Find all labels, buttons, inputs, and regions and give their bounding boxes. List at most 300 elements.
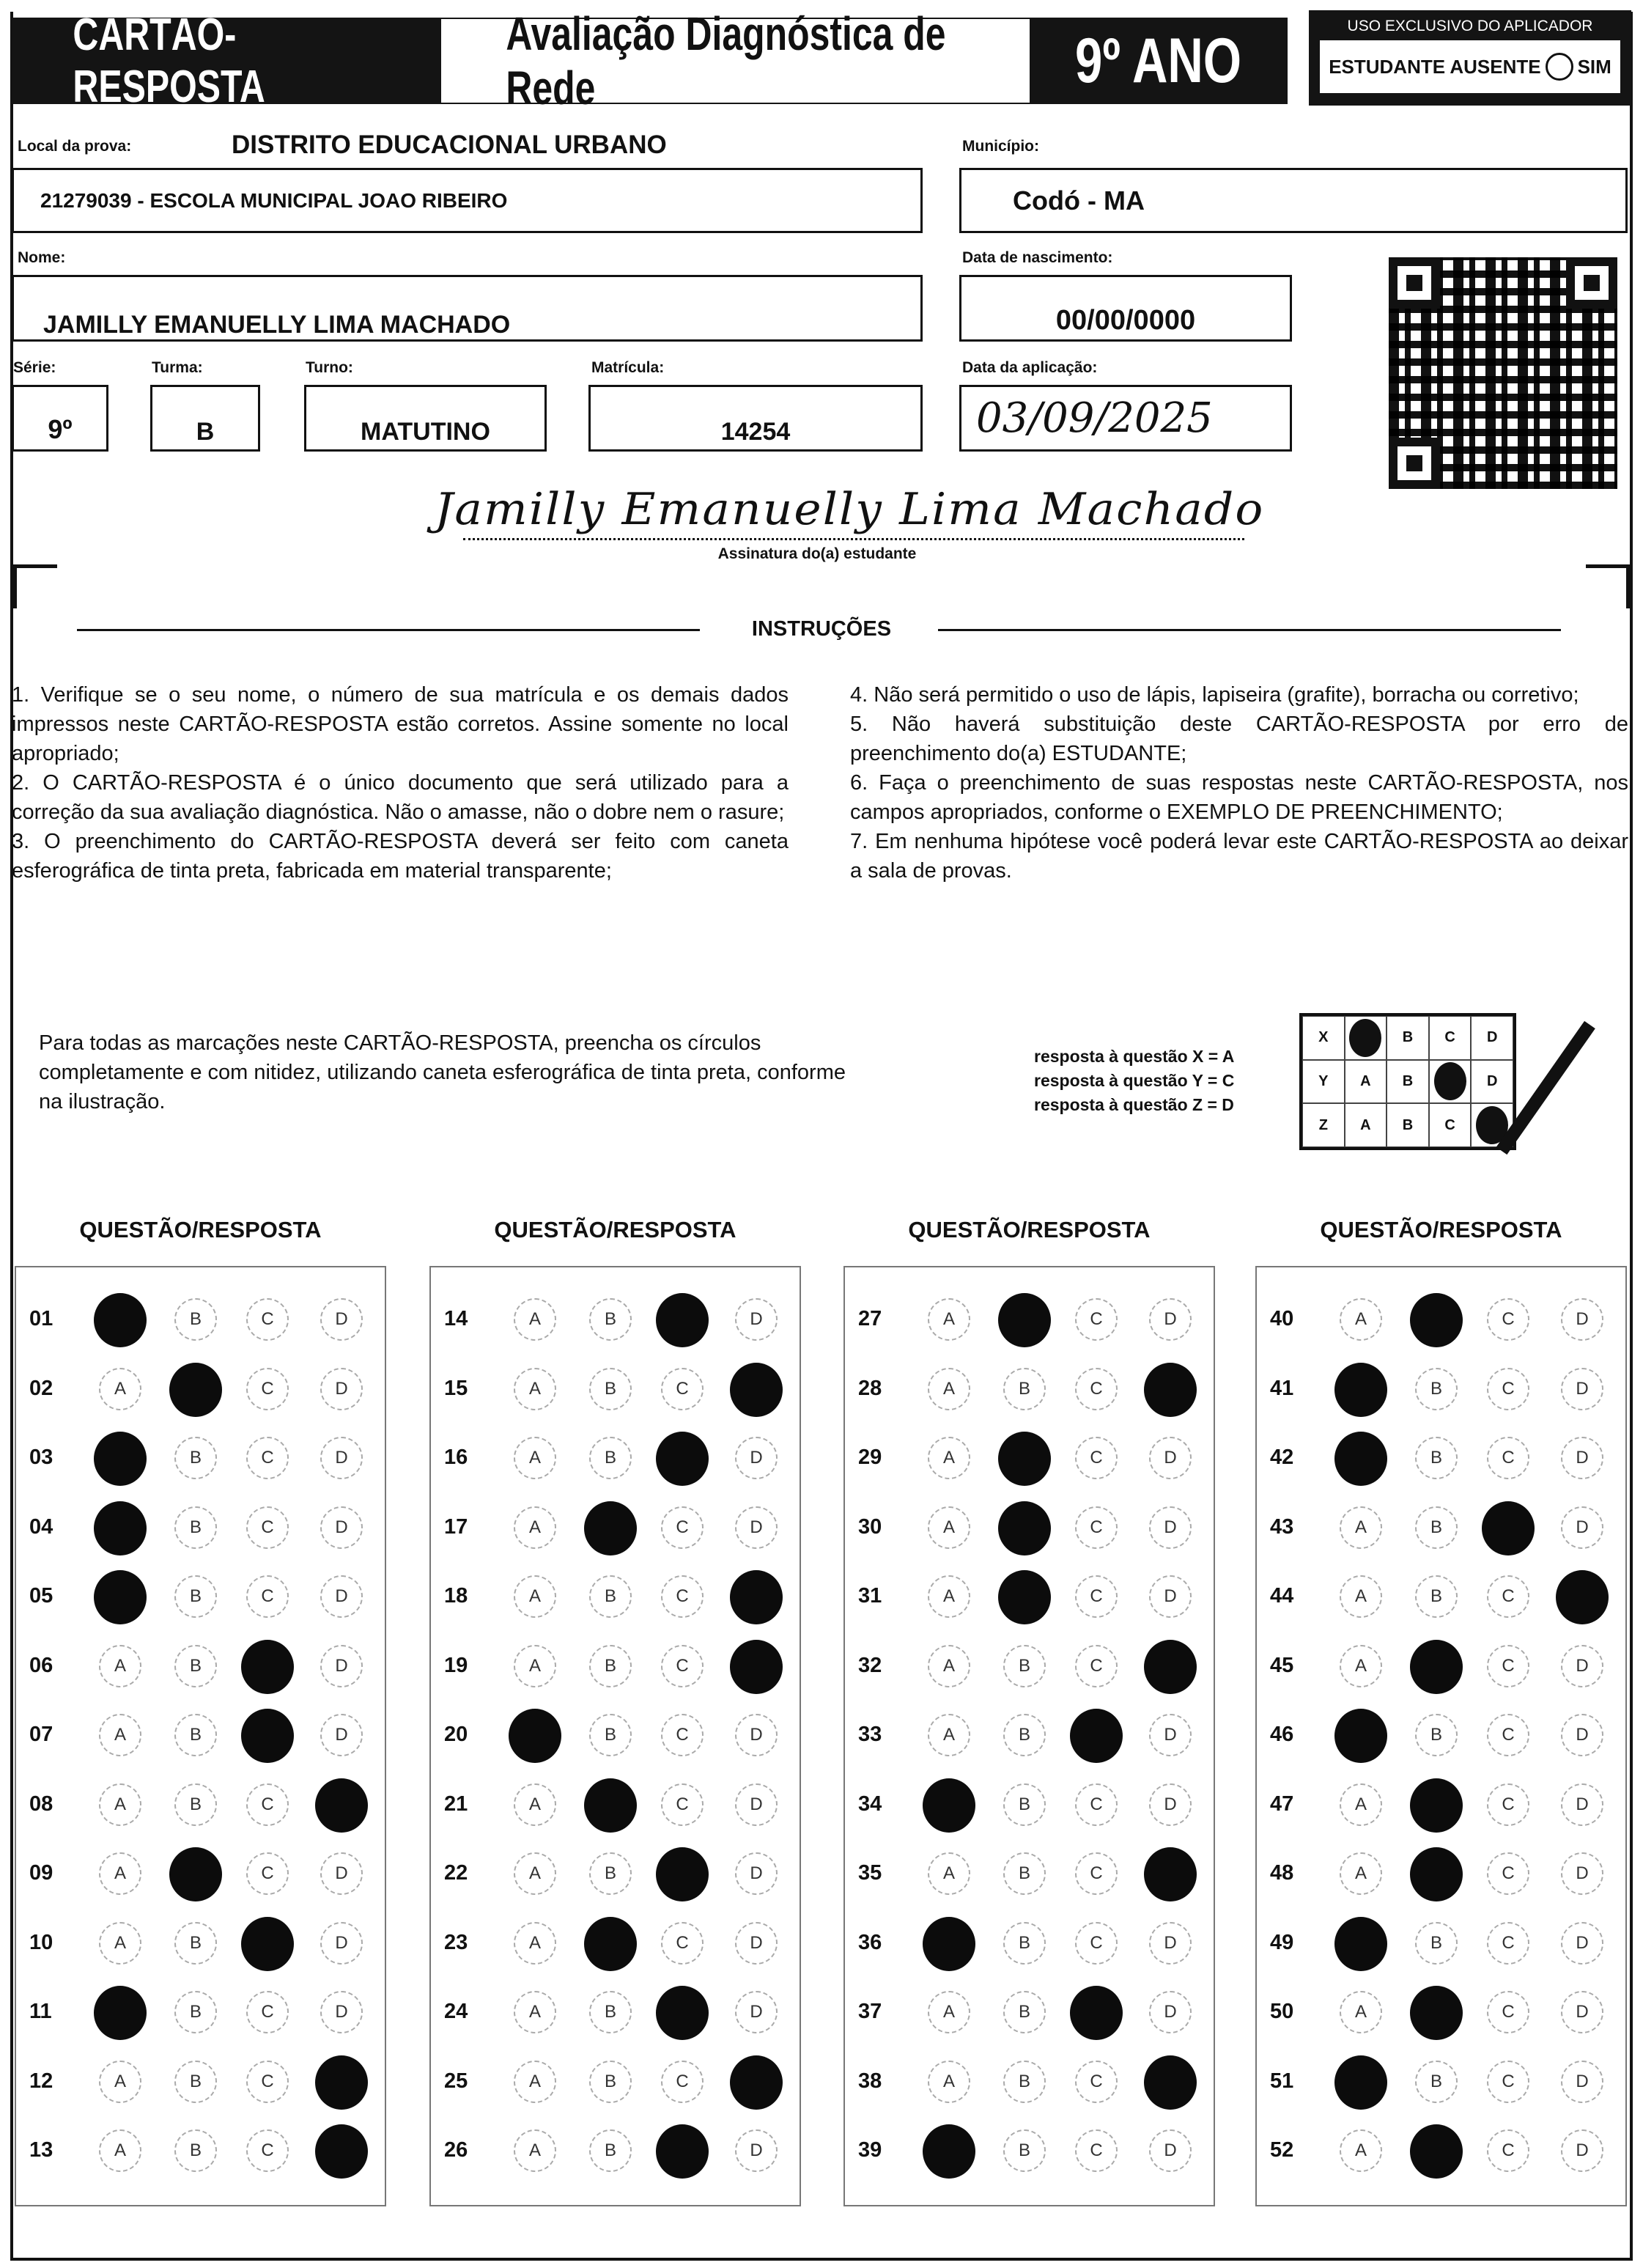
answer-bubble-filled[interactable]	[584, 1917, 637, 1971]
answer-bubble-filled[interactable]	[94, 1570, 147, 1624]
question-number: 31	[858, 1584, 882, 1608]
answer-bubble-filled[interactable]	[241, 1640, 294, 1694]
answer-bubble[interactable]: C	[1487, 1368, 1529, 1410]
answer-bubble-filled[interactable]	[94, 1501, 147, 1555]
answer-bubble[interactable]: D	[735, 2129, 778, 2172]
apply-date-value: 03/09/2025	[976, 394, 1213, 442]
answer-bubble[interactable]: C	[246, 1852, 289, 1895]
question-number: 36	[858, 1930, 882, 1954]
answer-bubble[interactable]: D	[1149, 1575, 1192, 1618]
answer-bubble[interactable]: A	[514, 1852, 556, 1895]
question-number: 27	[858, 1307, 882, 1330]
answer-bubble[interactable]: B	[1003, 1852, 1046, 1895]
answer-bubble[interactable]: D	[735, 1506, 778, 1549]
answer-bubble-filled[interactable]	[1070, 1709, 1123, 1763]
class-label: Turma:	[152, 359, 203, 376]
question-number: 42	[1270, 1446, 1294, 1469]
answer-bubble[interactable]: A	[514, 1922, 556, 1965]
answer-bubble-filled[interactable]	[1482, 1501, 1535, 1555]
answer-bubble[interactable]: B	[1415, 1714, 1458, 1756]
absent-bubble[interactable]	[1546, 53, 1573, 81]
answer-bubble-filled[interactable]	[1410, 1293, 1463, 1347]
answer-bubble[interactable]: C	[661, 1368, 704, 1410]
answer-bubble[interactable]: B	[1003, 1645, 1046, 1687]
fill-note: Para todas as marcações neste CARTÃO-RESPOSTA, preencha os círculos completamente e com nitidez, utilizando caneta esferográfica de tinta preta, conforme na ilustração.	[39, 1031, 846, 1113]
answer-bubble[interactable]: B	[589, 2061, 632, 2103]
example-bubble	[1429, 1060, 1472, 1104]
answer-bubble[interactable]: A	[99, 2129, 141, 2172]
question-number: 33	[858, 1723, 882, 1746]
answer-bubble-filled[interactable]	[315, 2124, 368, 2179]
answer-bubble-filled[interactable]	[315, 2055, 368, 2110]
answer-bubble-filled[interactable]	[1334, 1363, 1387, 1417]
answer-bubble[interactable]: B	[1003, 1714, 1046, 1756]
answer-bubble[interactable]: C	[1075, 2061, 1118, 2103]
answer-bubble-filled[interactable]	[1556, 1570, 1609, 1624]
question-number: 28	[858, 1376, 882, 1400]
answer-bubble-filled[interactable]	[94, 1293, 147, 1347]
answer-bubble[interactable]: A	[514, 1783, 556, 1826]
answer-bubble[interactable]: B	[589, 1437, 632, 1479]
answer-bubble[interactable]: A	[514, 1991, 556, 2033]
answer-bubble-filled[interactable]	[923, 1917, 975, 1971]
answer-bubble[interactable]: B	[589, 1575, 632, 1618]
answer-bubble[interactable]: A	[99, 1368, 141, 1410]
enroll-field	[588, 385, 923, 452]
answer-bubble[interactable]: A	[1340, 2129, 1382, 2172]
example-bubble: B	[1387, 1016, 1429, 1060]
class-value: B	[196, 418, 215, 446]
answer-bubble[interactable]: C	[661, 1506, 704, 1549]
grade-value: 9º	[48, 414, 73, 444]
signature-line	[463, 538, 1244, 540]
answer-bubble[interactable]: B	[1003, 2129, 1046, 2172]
answer-bubble-filled[interactable]	[998, 1501, 1051, 1555]
answer-bubble[interactable]: D	[1149, 1437, 1192, 1479]
question-number: 11	[29, 2000, 52, 2023]
answer-bubble-filled[interactable]	[169, 1847, 222, 1901]
answer-bubble[interactable]: A	[1340, 1298, 1382, 1341]
answer-bubble[interactable]: C	[661, 1645, 704, 1687]
example-bubble: B	[1387, 1103, 1429, 1147]
answer-bubble[interactable]: D	[320, 1368, 363, 1410]
question-number: 03	[29, 1446, 53, 1469]
answer-bubble-filled[interactable]	[730, 1570, 783, 1624]
answer-bubble[interactable]: B	[174, 1575, 217, 1618]
example-bubble: A	[1345, 1060, 1387, 1104]
answer-bubble[interactable]: B	[589, 1714, 632, 1756]
question-number: 10	[29, 1930, 53, 1954]
answer-bubble-filled[interactable]	[656, 1432, 709, 1486]
answer-bubble[interactable]: D	[1149, 1991, 1192, 2033]
birth-field	[959, 275, 1292, 342]
name-value: JAMILLY EMANUELLY LIMA MACHADO	[43, 311, 511, 339]
answer-bubble[interactable]: D	[1561, 1506, 1603, 1549]
question-number: 19	[444, 1653, 468, 1677]
question-number: 01	[29, 1307, 53, 1330]
answer-bubble[interactable]: C	[1487, 1991, 1529, 2033]
answer-bubble-filled[interactable]	[241, 1709, 294, 1763]
answer-bubble[interactable]: C	[246, 1368, 289, 1410]
question-number: 37	[858, 2000, 882, 2023]
answer-bubble[interactable]: A	[514, 2129, 556, 2172]
answer-bubble[interactable]: A	[928, 1437, 970, 1479]
question-number: 46	[1270, 1723, 1294, 1746]
answer-bubble[interactable]: D	[320, 1645, 363, 1687]
answer-bubble[interactable]: A	[1340, 1506, 1382, 1549]
answer-bubble[interactable]: D	[1561, 1714, 1603, 1756]
question-number: 38	[858, 2069, 882, 2093]
answer-bubble[interactable]: D	[1149, 1506, 1192, 1549]
answer-bubble[interactable]: C	[1075, 1437, 1118, 1479]
question-number: 40	[1270, 1307, 1294, 1330]
example-bubble: C	[1429, 1103, 1472, 1147]
answer-bubble-filled[interactable]	[1144, 1640, 1197, 1694]
school-value: 21279039 - ESCOLA MUNICIPAL JOAO RIBEIRO	[40, 188, 508, 212]
qr-code	[1389, 257, 1617, 489]
answer-bubble-filled[interactable]	[584, 1778, 637, 1833]
answer-bubble-filled[interactable]	[1144, 1363, 1197, 1417]
question-number: 20	[444, 1723, 468, 1746]
answer-bubble[interactable]: C	[246, 1991, 289, 2033]
answer-bubble[interactable]: D	[735, 1714, 778, 1756]
answer-bubble[interactable]: D	[1149, 1783, 1192, 1826]
grade-label: Série:	[13, 359, 56, 376]
answer-bubble[interactable]: B	[1003, 1922, 1046, 1965]
question-number: 29	[858, 1446, 882, 1469]
answer-bubble-filled[interactable]	[1410, 1986, 1463, 2040]
apply-date-label: Data da aplicação:	[962, 359, 1098, 376]
answer-bubble-filled[interactable]	[656, 1986, 709, 2040]
answer-bubble[interactable]: B	[174, 1506, 217, 1549]
answer-bubble[interactable]: C	[246, 1506, 289, 1549]
answer-bubble[interactable]: A	[1340, 1852, 1382, 1895]
answer-bubble[interactable]: A	[928, 1991, 970, 2033]
answer-bubble-filled[interactable]	[1334, 1917, 1387, 1971]
answer-bubble[interactable]: B	[589, 2129, 632, 2172]
question-number: 04	[29, 1514, 53, 1539]
answer-bubble[interactable]: D	[320, 1437, 363, 1479]
answer-bubble[interactable]: A	[928, 1368, 970, 1410]
column-header: QUESTÃO/RESPOSTA	[79, 1217, 322, 1242]
answer-bubble[interactable]: C	[1075, 1575, 1118, 1618]
answer-bubble-filled[interactable]	[1144, 1847, 1197, 1901]
answer-bubble[interactable]: A	[514, 1575, 556, 1618]
answer-bubble[interactable]: A	[514, 1437, 556, 1479]
answer-bubble[interactable]: D	[735, 1991, 778, 2033]
answer-bubble[interactable]: A	[99, 1922, 141, 1965]
answer-bubble[interactable]: D	[735, 1783, 778, 1826]
enroll-label: Matrícula:	[591, 359, 665, 376]
answer-bubble-filled[interactable]	[656, 1847, 709, 1901]
answer-bubble[interactable]: C	[1075, 1783, 1118, 1826]
answer-bubble[interactable]: C	[661, 1922, 704, 1965]
answer-bubble[interactable]: A	[514, 2061, 556, 2103]
answer-bubble[interactable]: C	[1487, 1437, 1529, 1479]
answer-bubble-filled[interactable]	[656, 1293, 709, 1347]
answer-bubble[interactable]: A	[928, 1298, 970, 1341]
answer-bubble[interactable]: D	[1149, 1714, 1192, 1756]
answer-bubble[interactable]: A	[514, 1298, 556, 1341]
question-number: 50	[1270, 2000, 1294, 2023]
answer-bubble[interactable]: D	[1561, 1991, 1603, 2033]
answer-bubble[interactable]: A	[928, 1645, 970, 1687]
answer-bubble[interactable]: D	[1561, 1298, 1603, 1341]
answer-bubble[interactable]: C	[1075, 1852, 1118, 1895]
answer-bubble-filled[interactable]	[584, 1501, 637, 1555]
question-number: 25	[444, 2069, 468, 2093]
answer-bubble[interactable]: C	[1075, 2129, 1118, 2172]
answer-bubble[interactable]: A	[99, 1852, 141, 1895]
answer-bubble-filled[interactable]	[94, 1432, 147, 1486]
answer-bubble[interactable]: B	[1415, 1368, 1458, 1410]
answer-bubble[interactable]: B	[1003, 1368, 1046, 1410]
answer-bubble[interactable]: B	[1415, 2061, 1458, 2103]
answer-bubble[interactable]: C	[1075, 1298, 1118, 1341]
apply-date-field	[959, 385, 1292, 452]
answer-bubble[interactable]: B	[174, 1991, 217, 2033]
answer-bubble[interactable]: C	[1075, 1922, 1118, 1965]
answer-column	[1255, 1266, 1627, 2206]
example-bubble: B	[1387, 1060, 1429, 1104]
answer-bubble-filled[interactable]	[730, 1363, 783, 1417]
answer-bubble[interactable]: B	[174, 1645, 217, 1687]
answer-bubble[interactable]: A	[1340, 1645, 1382, 1687]
instructions-title: INSTRUÇÕES	[751, 617, 892, 641]
answer-bubble[interactable]: D	[1561, 1922, 1603, 1965]
answer-bubble[interactable]: B	[1003, 1783, 1046, 1826]
answer-bubble[interactable]: B	[1415, 1506, 1458, 1549]
instructions-right: 4. Não será permitido o uso de lápis, lapiseira (grafite), borracha ou corretivo; 5. Não haverá substituição deste CARTÃO-RESPOSTA por erro de preenchimento do(a) ESTUDANTE; 6. Faça o preenchimento de suas respostas neste CARTÃO-RESPOSTA, nos campos apropriados, conforme o EXEMPLO DE PREENCHIMENTO; 7. Em nenhuma hipótese você poderá levar este CARTÃO-RESPOSTA ao deixar a sala de provas.	[850, 683, 1628, 883]
question-number: 21	[444, 1792, 468, 1816]
answer-bubble[interactable]: D	[1561, 2129, 1603, 2172]
answer-bubble[interactable]: D	[320, 1298, 363, 1341]
answer-bubble[interactable]: D	[1149, 2129, 1192, 2172]
answer-bubble[interactable]: D	[320, 1714, 363, 1756]
answer-bubble[interactable]: C	[1487, 1645, 1529, 1687]
answer-bubble[interactable]: C	[1487, 1783, 1529, 1826]
answer-bubble[interactable]: D	[1561, 1645, 1603, 1687]
example-question: Z	[1302, 1103, 1345, 1147]
answer-bubble[interactable]: B	[1003, 2061, 1046, 2103]
answer-bubble-filled[interactable]	[730, 1640, 783, 1694]
answer-bubble[interactable]: B	[174, 2129, 217, 2172]
answer-bubble[interactable]: D	[320, 1991, 363, 2033]
answer-bubble-filled[interactable]	[998, 1293, 1051, 1347]
answer-bubble[interactable]: A	[1340, 1575, 1382, 1618]
student-signature: Jamilly Emanuelly Lima Machado	[435, 484, 1265, 535]
question-number: 32	[858, 1653, 882, 1677]
answer-bubble-filled[interactable]	[998, 1432, 1051, 1486]
question-number: 43	[1270, 1514, 1294, 1539]
answer-bubble[interactable]: B	[589, 1298, 632, 1341]
answer-bubble-filled[interactable]	[998, 1570, 1051, 1624]
answer-bubble[interactable]: C	[246, 2129, 289, 2172]
answer-bubble[interactable]: C	[246, 1783, 289, 1826]
answer-column	[429, 1266, 801, 2206]
answer-bubble[interactable]: C	[1075, 1368, 1118, 1410]
answer-bubble[interactable]: D	[735, 1437, 778, 1479]
answer-bubble[interactable]: B	[174, 1714, 217, 1756]
answer-bubble[interactable]: A	[99, 1645, 141, 1687]
answer-bubble[interactable]: B	[174, 1922, 217, 1965]
question-number: 09	[29, 1861, 53, 1885]
answer-bubble[interactable]: C	[1075, 1645, 1118, 1687]
exam-title: Avaliação Diagnóstica de Rede	[441, 19, 1030, 103]
question-number: 47	[1270, 1792, 1294, 1816]
column-header: QUESTÃO/RESPOSTA	[908, 1217, 1151, 1242]
question-number: 02	[29, 1376, 53, 1400]
legend-item: resposta à questão Y = C	[1034, 1071, 1235, 1090]
question-number: 26	[444, 2138, 468, 2162]
answer-bubble-filled[interactable]	[1334, 1432, 1387, 1486]
answer-bubble[interactable]: A	[928, 1852, 970, 1895]
answer-bubble-filled[interactable]	[1410, 1640, 1463, 1694]
answer-bubble[interactable]: D	[320, 1852, 363, 1895]
answer-bubble[interactable]: C	[661, 1783, 704, 1826]
question-number: 48	[1270, 1861, 1294, 1885]
answer-bubble[interactable]: C	[661, 1714, 704, 1756]
answer-bubble[interactable]: B	[174, 1298, 217, 1341]
answer-bubble[interactable]: A	[928, 2061, 970, 2103]
answer-bubble-filled[interactable]	[1410, 1778, 1463, 1833]
answer-bubble-filled[interactable]	[94, 1986, 147, 2040]
question-number: 13	[29, 2138, 53, 2162]
answer-bubble[interactable]: B	[589, 1852, 632, 1895]
question-number: 41	[1270, 1376, 1294, 1400]
answer-bubble-filled[interactable]	[169, 1363, 222, 1417]
answer-bubble-filled[interactable]	[1334, 1709, 1387, 1763]
shift-field	[304, 385, 547, 452]
question-number: 16	[444, 1446, 468, 1469]
name-field	[12, 275, 923, 342]
answer-bubble-filled[interactable]	[241, 1917, 294, 1971]
answer-bubble[interactable]: C	[661, 2061, 704, 2103]
instructions-left: 1. Verifique se o seu nome, o número de sua matrícula e os demais dados impressos neste CARTÃO-RESPOSTA estão corretos. Assine somente no local apropriado; 2. O CARTÃO-RESPOSTA é o único documento que será utilizado para a correção da sua avaliação diagnóstica. Não o amasse, não o dobre nem o rasure; 3. O preenchimento do CARTÃO-RESPOSTA deverá ser feito com caneta esferográfica de tinta preta, fabricada em material transparente;	[12, 683, 789, 883]
answer-bubble[interactable]: A	[514, 1506, 556, 1549]
answer-bubble[interactable]: C	[246, 1575, 289, 1618]
corner-bracket	[13, 564, 57, 608]
question-number: 12	[29, 2069, 53, 2093]
answer-bubble-filled[interactable]	[1410, 2124, 1463, 2179]
question-number: 30	[858, 1514, 882, 1539]
city-value: Codó - MA	[1013, 185, 1145, 216]
answer-bubble-filled[interactable]	[509, 1709, 561, 1763]
answer-bubble[interactable]: A	[514, 1645, 556, 1687]
answer-bubble[interactable]: D	[320, 1922, 363, 1965]
answer-bubble[interactable]: D	[1149, 1922, 1192, 1965]
answer-bubble[interactable]: D	[1561, 1437, 1603, 1479]
question-number: 23	[444, 1930, 468, 1954]
answer-bubble[interactable]: B	[174, 2061, 217, 2103]
answer-bubble-filled[interactable]	[1144, 2055, 1197, 2110]
answer-bubble[interactable]: B	[1003, 1991, 1046, 2033]
answer-bubble[interactable]: D	[735, 1298, 778, 1341]
fill-example-grid	[1299, 1013, 1516, 1150]
answer-bubble-filled[interactable]	[1070, 1986, 1123, 2040]
applicator-label: USO EXCLUSIVO DO APLICADOR	[1347, 18, 1593, 34]
answer-bubble[interactable]: C	[1487, 1922, 1529, 1965]
example-bubble: A	[1345, 1103, 1387, 1147]
answer-bubble[interactable]: D	[1561, 2061, 1603, 2103]
answer-bubble[interactable]: D	[320, 1575, 363, 1618]
answer-bubble[interactable]: B	[174, 1437, 217, 1479]
answer-bubble[interactable]: C	[1075, 1506, 1118, 1549]
city-field	[959, 168, 1628, 233]
answer-bubble[interactable]: B	[1415, 1437, 1458, 1479]
answer-bubble-filled[interactable]	[656, 2124, 709, 2179]
answer-bubble[interactable]: D	[1149, 1298, 1192, 1341]
answer-bubble[interactable]: B	[589, 1368, 632, 1410]
answer-bubble[interactable]: D	[320, 1506, 363, 1549]
example-legend	[1034, 1045, 1234, 1117]
birth-value: 00/00/0000	[1055, 305, 1196, 336]
answer-bubble[interactable]: D	[1561, 1852, 1603, 1895]
example-question: X	[1302, 1016, 1345, 1060]
question-number: 05	[29, 1584, 53, 1608]
answer-bubble[interactable]: C	[1487, 1298, 1529, 1341]
answer-bubble-filled[interactable]	[1334, 2055, 1387, 2110]
legend-item: resposta à questão X = A	[1034, 1047, 1235, 1066]
answer-bubble[interactable]: C	[1487, 1852, 1529, 1895]
answer-bubble-filled[interactable]	[1410, 1847, 1463, 1901]
answer-bubble[interactable]: C	[246, 1437, 289, 1479]
question-number: 39	[858, 2138, 882, 2162]
answer-bubble-filled[interactable]	[730, 2055, 783, 2110]
shift-label: Turno:	[306, 359, 353, 376]
answer-bubble[interactable]: B	[589, 1645, 632, 1687]
answer-bubble[interactable]: C	[1487, 1575, 1529, 1618]
answer-bubble[interactable]: C	[1487, 2061, 1529, 2103]
answer-bubble[interactable]: C	[246, 2061, 289, 2103]
answer-bubble[interactable]: A	[1340, 1783, 1382, 1826]
answer-bubble[interactable]: C	[661, 1575, 704, 1618]
answer-bubble[interactable]: B	[589, 1991, 632, 2033]
answer-bubble-filled[interactable]	[923, 2124, 975, 2179]
question-number: 17	[444, 1514, 468, 1539]
grade-title: 9º ANO	[1075, 25, 1242, 96]
answer-bubble[interactable]: A	[928, 1575, 970, 1618]
question-number: 44	[1270, 1584, 1294, 1608]
answer-bubble[interactable]: D	[1561, 1783, 1603, 1826]
absent-option: SIM	[1577, 55, 1611, 78]
answer-bubble[interactable]: C	[246, 1298, 289, 1341]
answer-bubble-filled[interactable]	[923, 1778, 975, 1833]
answer-bubble[interactable]: A	[928, 1506, 970, 1549]
answer-bubble[interactable]: D	[735, 1922, 778, 1965]
birth-label: Data de nascimento:	[962, 249, 1113, 266]
city-label: Município:	[962, 138, 1039, 155]
answer-bubble[interactable]: C	[1487, 1714, 1529, 1756]
corner-bracket	[1586, 564, 1630, 608]
answer-bubble[interactable]: D	[1561, 1368, 1603, 1410]
answer-bubble[interactable]: A	[1340, 1991, 1382, 2033]
answer-bubble[interactable]: A	[99, 1714, 141, 1756]
answer-bubble[interactable]: B	[1415, 1575, 1458, 1618]
answer-bubble[interactable]: B	[174, 1783, 217, 1826]
answer-bubble[interactable]: A	[514, 1368, 556, 1410]
answer-bubble-filled[interactable]	[315, 1778, 368, 1833]
answer-bubble[interactable]: D	[735, 1852, 778, 1895]
answer-bubble[interactable]: B	[1415, 1922, 1458, 1965]
answer-bubble[interactable]: A	[99, 2061, 141, 2103]
answer-bubble[interactable]: A	[99, 1783, 141, 1826]
example-bubble: D	[1471, 1060, 1513, 1104]
question-number: 22	[444, 1861, 468, 1885]
answer-bubble[interactable]: C	[1487, 2129, 1529, 2172]
answer-bubble[interactable]: A	[928, 1714, 970, 1756]
question-number: 45	[1270, 1653, 1294, 1677]
